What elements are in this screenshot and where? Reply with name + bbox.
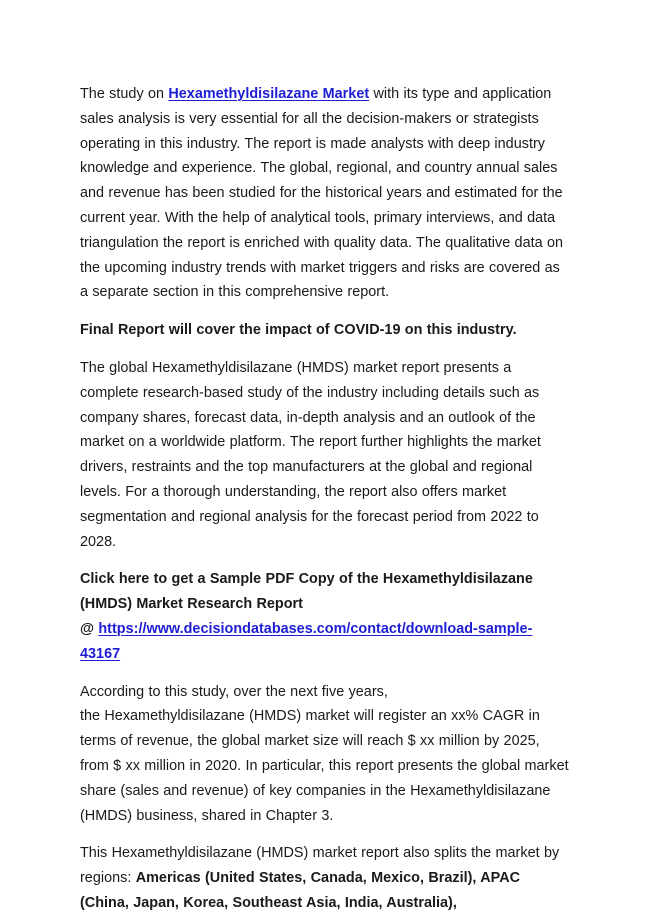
at-symbol: @ bbox=[80, 620, 99, 637]
hexamethyldisilazane-market-link[interactable]: Hexamethyldisilazane Market bbox=[168, 86, 370, 102]
cagr-line-1: According to this study, over the next five years, bbox=[80, 683, 388, 700]
paragraph-covid-heading: Final Report will cover the impact of COVID-19 on this industry. bbox=[80, 322, 517, 339]
paragraph-cagr-forecast bbox=[80, 680, 572, 829]
cta-heading-line-1: Click here to get a Sample PDF Copy of the Hexamethyldisilazane bbox=[80, 571, 533, 588]
regions-list-bold: Americas (United States, Canada, Mexico, Brazil), APAC (China, Japan, Korea, Southeast Asia, India, Australia), bbox=[80, 870, 521, 911]
cagr-line-2: the Hexamethyldisilazane (HMDS) market will register an xx% CAGR in terms of revenue, the global market size will reach $ xx million by 2025, from $ xx million in 2020. In particular, this report presents the global market share (sales and revenue) of key companies in the Hexamethyldisilazane (HMDS) business, shared in Chapter 3. bbox=[80, 708, 569, 824]
paragraph-intro bbox=[80, 82, 572, 305]
cta-heading-line-2: (HMDS) Market Research Report bbox=[80, 596, 303, 613]
intro-text-after-link: with its type and application sales analysis is very essential for all the decision-makers or strategists operating in this industry. The report is made analysts with deep industry knowledge and experience. The global, regional, and country annual sales and revenue has been studied for the historical years and estimated for the current year. With the help of analytical tools, primary interviews, and data triangulation the report is enriched with quality data. The qualitative data on the upcoming industry trends with market triggers and risks are covered as a separate section in this comprehensive report. bbox=[80, 86, 564, 301]
paragraph-regions bbox=[80, 841, 572, 915]
intro-text-before-link: The study on bbox=[80, 86, 169, 102]
sample-download-url-link[interactable]: https://www.decisiondatabases.com/contact/download-sample-43167 bbox=[80, 620, 533, 662]
paragraph-market-overview: The global Hexamethyldisilazane (HMDS) market report presents a complete research-based study of the industry including details such as company shares, forecast data, in-depth analysis and an outlook of the market on a worldwide platform. The report further highlights the market drivers, restraints and the top manufacturers at the global and regional levels. For a thorough understanding, the report also offers market segmentation and regional analysis for the forecast period from 2022 to 2028. bbox=[80, 359, 541, 550]
regions-intro-text: This Hexamethyldisilazane (HMDS) market report also splits the market by regions: bbox=[80, 845, 560, 887]
paragraph-sample-pdf-cta bbox=[80, 567, 572, 666]
document-body bbox=[80, 82, 572, 916]
